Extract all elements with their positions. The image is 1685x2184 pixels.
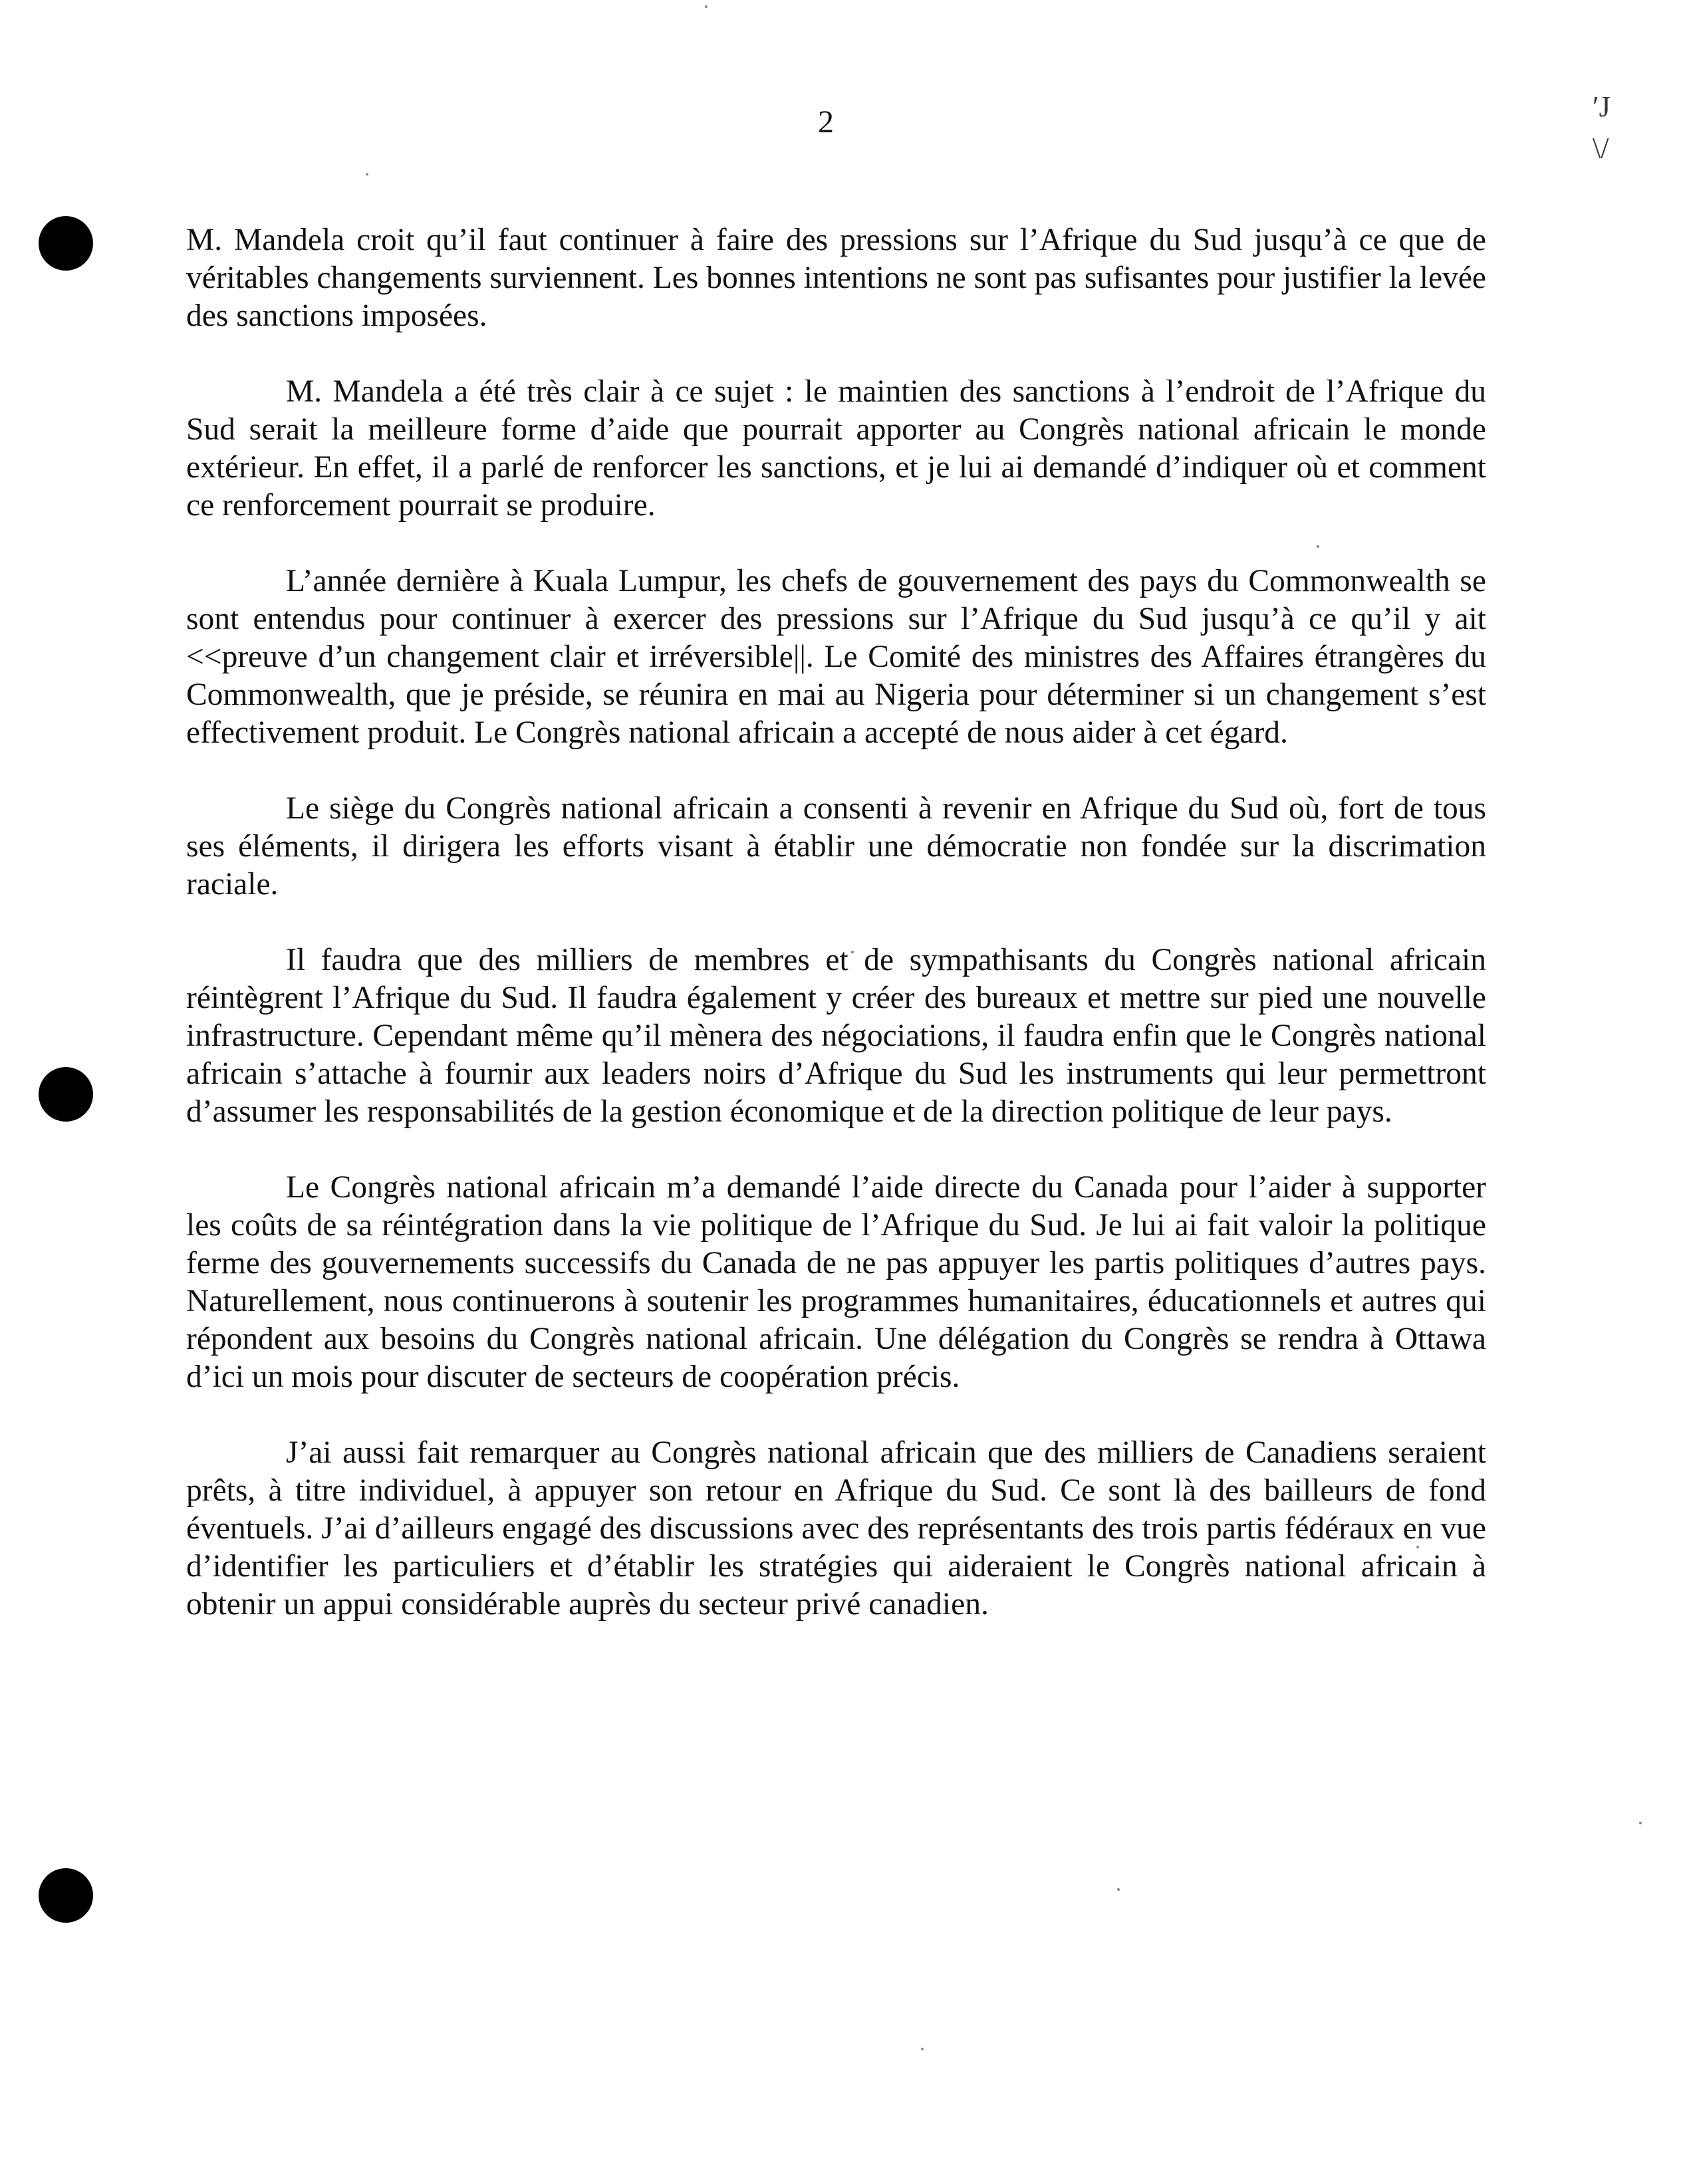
- paragraph-1: M. Mandela croit qu’il faut continuer à faire des pressions sur l’Afrique du Sud jusqu’à ce que de véritables changements surviennent. Les bonnes intentions ne sont pas sufisantes pour justifier la levée des sanctions imposées.: [186, 223, 1486, 333]
- scan-speck: [366, 173, 368, 176]
- paragraph-4: Le siège du Congrès national africain a consenti à revenir en Afrique du Sud où, fort de tous ses éléments, il dirigera les efforts visant à établir une démocratie non fondée sur la discrimation raciale.: [186, 791, 1486, 902]
- scan-speck: [1639, 1822, 1642, 1824]
- page-number: 2: [818, 104, 834, 140]
- handwritten-corner-mark: ′J \/: [1593, 90, 1611, 164]
- paragraph-7: J’ai aussi fait remarquer au Congrès national africain que des milliers de Canadiens seraient prêts, à titre individuel, à appuyer son retour en Afrique du Sud. Ce sont là des bailleurs de fond éventuels. J’ai d’ailleurs engagé des discussions avec des représentants des trois partis fédéraux en vue d’identifier les particuliers et d’établir les stratégies qui aideraient le Congrès national africain à obtenir un appui considérable auprès du secteur privé canadien.: [186, 1435, 1486, 1622]
- punch-hole-bottom: [39, 1868, 93, 1923]
- punch-hole-top: [39, 216, 93, 271]
- paragraph-3: L’année dernière à Kuala Lumpur, les chefs de gouvernement des pays du Commonwealth se sont entendus pour continuer à exercer des pressions sur l’Afrique du Sud jusqu’à ce qu’il y ait <<preuve d’un changement clair et irréversible||. Le Comité des ministres des Affaires étrangères du Commonwealth, que je préside, se réunira en mai au Nigeria pour déterminer si un changement s’est effectivement produit. Le Congrès national africain a accepté de nous aider à cet égard.: [186, 564, 1486, 750]
- paragraph-5: Il faudra que des milliers de membres et de sympathisants du Congrès national africain réintègrent l’Afrique du Sud. Il faudra également y créer des bureaux et mettre sur pied une nouvelle infrastructure. Cependant même qu’il mènera des négociations, il faudra enfin que le Congrès national africain s’attache à fournir aux leaders noirs d’Afrique du Sud les instruments qui leur permettront d’assumer les responsabilités de la gestion économique et de la direction politique de leur pays.: [186, 943, 1486, 1129]
- paragraph-2: M. Mandela a été très clair à ce sujet : le maintien des sanctions à l’endroit de l’Afrique du Sud serait la meilleure forme d’aide que pourrait apporter au Congrès national africain le monde extérieur. En effet, il a parlé de renforcer les sanctions, et je lui ai demandé d’indiquer où et comment ce renforcement pourrait se produire.: [186, 374, 1486, 523]
- punch-hole-middle: [39, 1067, 93, 1122]
- scan-speck: [1117, 1888, 1120, 1891]
- letter-body: [186, 221, 1486, 1661]
- scan-speck: [705, 5, 708, 8]
- scan-speck: [921, 2048, 924, 2050]
- paragraph-6: Le Congrès national africain m’a demandé l’aide directe du Canada pour l’aider à supporter les coûts de sa réintégration dans la vie politique de l’Afrique du Sud. Je lui ai fait valoir la politique ferme des gouvernements successifs du Canada de ne pas appuyer les partis politiques d’autres pays. Naturellement, nous continuerons à soutenir les programmes humanitaires, éducationnels et autres qui répondent aux besoins du Congrès national africain. Une délégation du Congrès se rendra à Ottawa d’ici un mois pour discuter de secteurs de coopération précis.: [186, 1170, 1486, 1394]
